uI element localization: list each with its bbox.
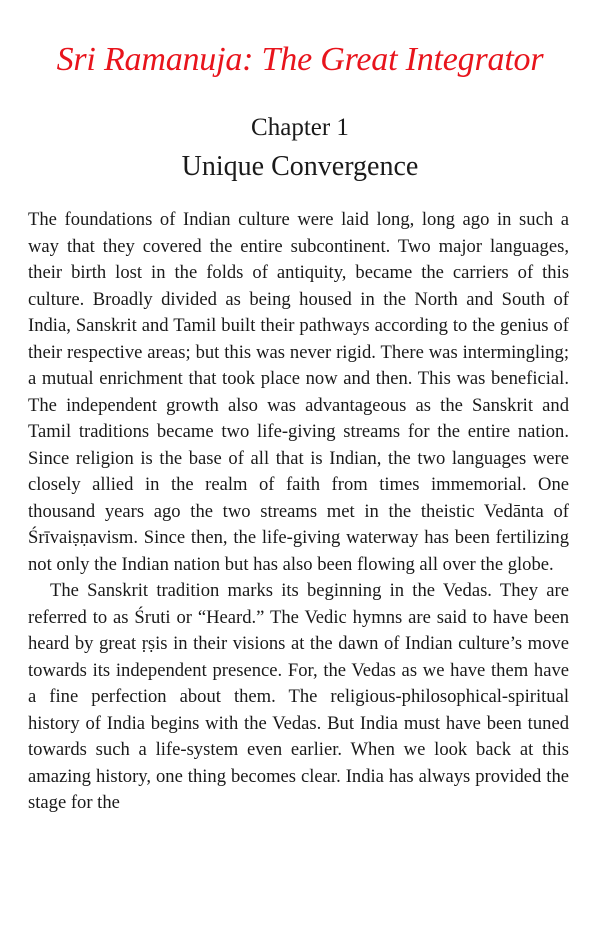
book-title: Sri Ramanuja: The Great Integrator: [56, 41, 544, 78]
paragraph-1: The foundations of Indian culture were laid long, long ago in such a way that they covered the entire subcontinent. Two major languages, their birth lost in the folds of antiquity, became the carriers of this culture. Broadly divided as being housed in the North and South of India, Sanskrit and Tamil built their pathways according to the genius of their respective areas; but this was never rigid. There was intermingling; a mutual enrichment that took place now and then. This was beneficial. The independent growth also was advantageous as the Sanskrit and Tamil traditions became two life-giving streams for the entire nation. Since religion is the base of all that is Indian, the two languages were closely allied in the realm of faith from times immemorial. One thousand years ago the two streams met in the theistic Vedānta of Śrīvaiṣṇavism. Since then, the life-giving waterway has been fertilizing not only the Indian nation but has also been flowing all over the globe.: [28, 209, 569, 575]
body-text: [28, 207, 569, 817]
paragraph-2: The Sanskrit tradition marks its beginning in the Vedas. They are referred to as Śruti or “Heard.” The Vedic hymns are said to have been heard by great ṛṣis in their visions at the dawn of Indian culture’s move towards its independent presence. For, the Vedas as we have them have a fine perfection about them. The religious-philosophical-spiritual history of India begins with the Vedas. But India must have been tuned towards such a life-system even earlier. When we look back at this amazing history, one thing becomes clear. India has always provided the stage for the: [28, 580, 569, 813]
chapter-title: Unique Convergence: [181, 151, 419, 182]
chapter-number: Chapter 1: [251, 114, 349, 141]
